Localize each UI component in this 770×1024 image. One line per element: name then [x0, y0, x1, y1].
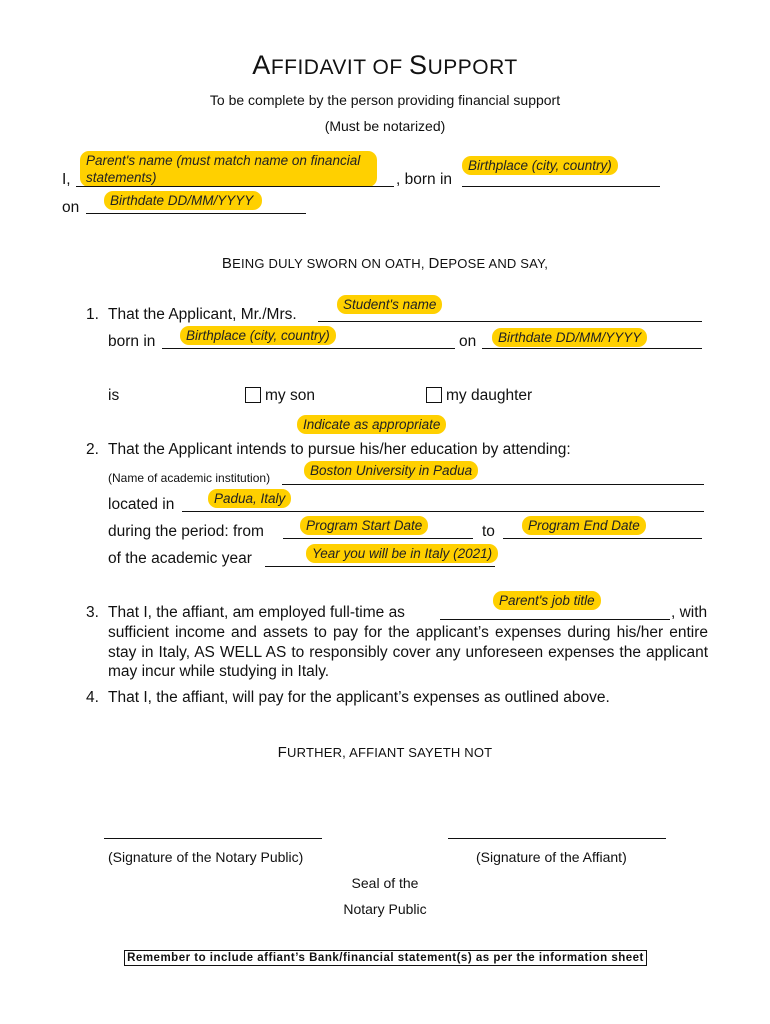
my-daughter-checkbox[interactable]	[426, 387, 442, 403]
item-3-text-c: sufficient income and assets to pay for the applicant’s expenses during his/her entire stay in Italy, AS WELL AS to responsibly cover any unforeseen expenses the applicant may incur while studying in Italy.	[108, 624, 708, 680]
student-birthplace-field[interactable]	[162, 348, 455, 349]
student-birthplace-hint: Birthplace (city, country)	[180, 326, 336, 345]
parent-birthdate-hint: Birthdate DD/MM/YYYY	[104, 191, 262, 210]
program-start-hint: Program Start Date	[300, 516, 428, 535]
item-3-number: 3.	[86, 604, 99, 621]
student-on-label: on	[459, 333, 477, 350]
item-3-text-b: , with	[671, 604, 708, 621]
seal-label-2: Notary Public	[343, 901, 427, 917]
subtitle: To be complete by the person providing financial support	[209, 92, 561, 108]
born-in-label: , born in	[396, 171, 453, 188]
item-1-text: That the Applicant, Mr./Mrs.	[108, 306, 297, 323]
program-start-field[interactable]	[283, 538, 473, 539]
my-daughter-label: my daughter	[446, 387, 533, 404]
seal-label-1: Seal of the	[351, 875, 419, 891]
item-3-text-a: That I, the affiant, am employed full-time as	[108, 604, 405, 621]
on-label: on	[62, 199, 80, 216]
item-4-number: 4.	[86, 689, 99, 706]
institution-hint: Boston University in Padua	[304, 461, 478, 480]
is-label: is	[108, 387, 120, 404]
student-birthdate-hint: Birthdate DD/MM/YYYY	[492, 328, 647, 347]
job-title-field[interactable]	[440, 619, 670, 620]
located-in-label: located in	[108, 496, 175, 513]
notarized-note: (Must be notarized)	[324, 118, 446, 134]
oath-heading: BEING DULY SWORN ON OATH, DEPOSE AND SAY,	[221, 255, 549, 272]
academic-year-field[interactable]	[265, 566, 495, 567]
item-1-number: 1.	[86, 306, 99, 323]
to-label: to	[482, 523, 495, 540]
bank-statement-notice: Remember to include affiant’s Bank/financial statement(s) as per the information sheet	[124, 950, 647, 966]
period-label: during the period: from	[108, 523, 264, 540]
job-title-hint: Parent's job title	[493, 591, 601, 610]
institution-label: (Name of academic institution)	[108, 471, 271, 485]
notary-signature-label: (Signature of the Notary Public)	[108, 849, 304, 865]
student-name-field[interactable]	[318, 321, 702, 322]
parent-birthplace-field[interactable]	[462, 186, 660, 187]
academic-year-label: of the academic year	[108, 550, 252, 567]
location-hint: Padua, Italy	[208, 489, 291, 508]
my-son-checkbox[interactable]	[245, 387, 261, 403]
location-field[interactable]	[182, 511, 704, 512]
my-son-label: my son	[265, 387, 315, 404]
student-born-in-label: born in	[108, 333, 156, 350]
parent-name-hint: Parent's name (must match name on financial statements)	[80, 151, 377, 187]
document-title: AFFIDAVIT OF SUPPORT	[252, 50, 518, 80]
parent-name-field[interactable]	[76, 186, 394, 187]
further-heading: FURTHER, AFFIANT SAYETH NOT	[277, 744, 493, 761]
program-end-hint: Program End Date	[522, 516, 646, 535]
item-4-text: That I, the affiant, will pay for the applicant’s expenses as outlined above.	[108, 689, 610, 706]
student-name-hint: Student's name	[337, 295, 442, 314]
parent-birthdate-field[interactable]	[86, 213, 306, 214]
notary-signature-line[interactable]	[104, 838, 322, 839]
parent-birthplace-hint: Birthplace (city, country)	[462, 156, 618, 175]
indicate-hint: Indicate as appropriate	[297, 415, 446, 434]
item-2-number: 2.	[86, 441, 99, 458]
affiant-signature-label: (Signature of the Affiant)	[476, 849, 627, 865]
program-end-field[interactable]	[503, 538, 702, 539]
i-label: I,	[62, 171, 71, 188]
institution-field[interactable]	[282, 484, 704, 485]
academic-year-hint: Year you will be in Italy (2021)	[306, 544, 498, 563]
item-2-text: That the Applicant intends to pursue his/her education by attending:	[108, 441, 571, 458]
student-birthdate-field[interactable]	[482, 348, 702, 349]
affiant-signature-line[interactable]	[448, 838, 666, 839]
